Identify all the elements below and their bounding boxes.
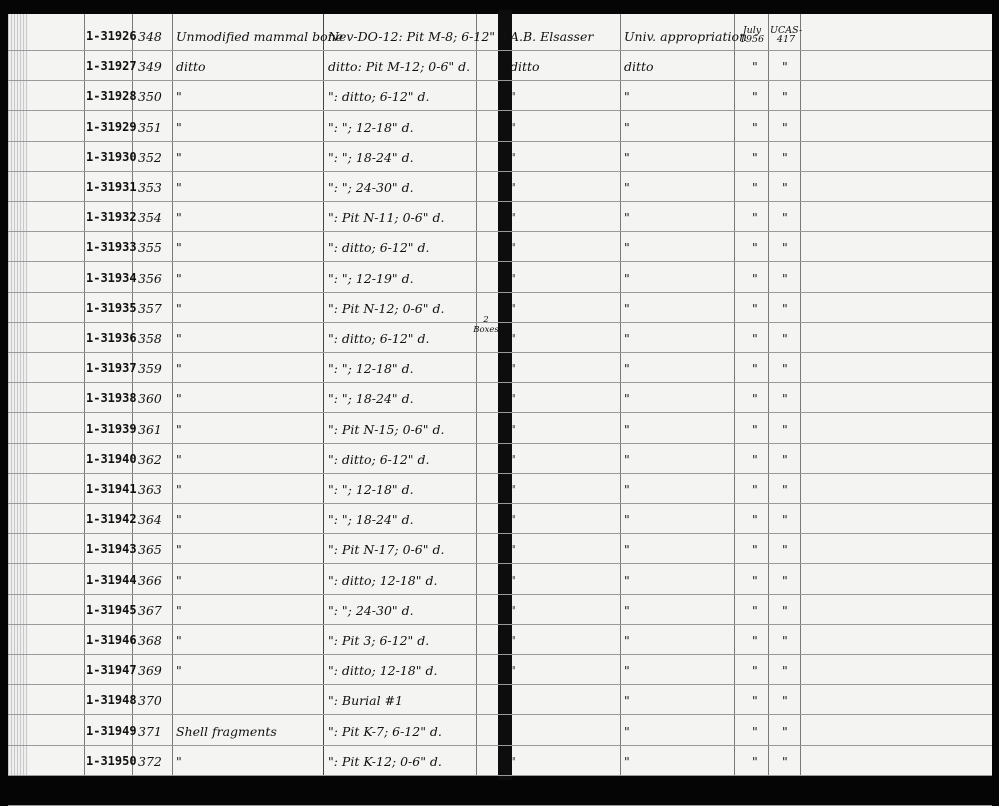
date-header: July 1956	[739, 25, 765, 45]
acquisition: "	[624, 663, 630, 679]
accession-number: 348	[138, 29, 162, 44]
catalog-number: 1-31932	[86, 210, 137, 225]
date-received: "	[752, 693, 758, 709]
date-received: "	[752, 542, 758, 558]
accession-number: 372	[138, 753, 162, 769]
ledger-row	[0, 301, 999, 331]
collector: "	[510, 482, 516, 497]
acquisition: "	[624, 482, 630, 497]
ucas-number: "	[782, 663, 788, 679]
ucas-number: "	[782, 331, 788, 346]
ucas-number: "	[782, 210, 788, 226]
provenience: ": Pit 3; 6-12" d.	[328, 633, 430, 648]
date-received: "	[752, 572, 758, 588]
description: ditto	[176, 59, 206, 75]
accession-number: 365	[138, 542, 162, 558]
accession-number: 353	[138, 180, 162, 195]
date-received: "	[752, 753, 758, 769]
collector: "	[510, 633, 516, 648]
ucas-number: "	[782, 361, 788, 377]
ledger-row	[0, 724, 999, 754]
catalog-number: 1-31926	[86, 29, 137, 43]
catalog-number: 1-31941	[86, 482, 137, 496]
acquisition: Univ. appropriation	[624, 29, 748, 44]
provenience: ": ditto; 12-18" d.	[328, 663, 438, 679]
ledger-row	[0, 180, 999, 210]
catalog-number: 1-31940	[86, 451, 137, 466]
acquisition: "	[624, 633, 630, 648]
accession-number: 360	[138, 391, 162, 407]
catalog-number: 1-31937	[86, 361, 137, 376]
accession-number: 362	[138, 451, 162, 467]
provenience: ": "; 12-18" d.	[328, 482, 414, 497]
description: "	[176, 663, 182, 679]
provenience: ": "; 12-18" d.	[328, 119, 414, 135]
provenience: ": "; 18-24" d.	[328, 391, 414, 407]
ledger-row	[0, 754, 999, 784]
ledger-row	[0, 512, 999, 542]
description: "	[176, 361, 182, 377]
ucas-number: "	[782, 270, 788, 286]
ledger-row	[0, 603, 999, 633]
description: "	[176, 512, 182, 528]
collector: "	[510, 240, 516, 256]
acquisition: "	[624, 210, 630, 226]
provenience: ": Pit K-7; 6-12" d.	[328, 723, 442, 739]
description: "	[176, 391, 182, 407]
ledger-row	[0, 210, 999, 240]
acquisition: "	[624, 89, 630, 105]
collector: "	[510, 753, 516, 769]
date-received: "	[752, 451, 758, 467]
description: "	[176, 119, 182, 135]
catalog-number: 1-31935	[86, 300, 137, 315]
provenience: ": ditto; 6-12" d.	[328, 451, 430, 467]
acquisition: "	[624, 693, 630, 709]
accession-number: 370	[138, 693, 162, 709]
ucas-number: "	[782, 572, 788, 588]
provenience: ": ditto; 12-18" d.	[328, 572, 438, 588]
date-received: "	[752, 361, 758, 377]
date-received: "	[752, 512, 758, 528]
ucas-number: "	[782, 693, 788, 709]
description: Shell fragments	[176, 723, 277, 739]
accession-number: 358	[138, 331, 162, 346]
provenience: ditto: Pit M-12; 0-6" d.	[328, 59, 471, 75]
accession-number: 371	[138, 723, 162, 739]
provenience: ": Pit N-15; 0-6" d.	[328, 421, 445, 437]
description: Unmodified mammal bone	[176, 29, 344, 44]
ledger-row	[0, 150, 999, 180]
catalog-number: 1-31948	[86, 693, 137, 708]
acquisition: "	[624, 753, 630, 769]
acquisition: "	[624, 240, 630, 256]
ucas-header: UCAS- 417	[770, 25, 803, 45]
description: "	[176, 180, 182, 195]
provenience: ": "; 12-19" d.	[328, 270, 414, 286]
catalog-number: 1-31949	[86, 723, 137, 738]
description: "	[176, 633, 182, 648]
collector: "	[510, 451, 516, 467]
collector: "	[510, 210, 516, 226]
collector: "	[510, 270, 516, 286]
acquisition: ditto	[624, 59, 654, 75]
provenience: ": ditto; 6-12" d.	[328, 89, 430, 105]
date-received: "	[752, 633, 758, 648]
accession-number: 355	[138, 240, 162, 256]
date-received: "	[752, 602, 758, 618]
date-received: "	[752, 723, 758, 739]
catalog-number: 1-31947	[86, 663, 137, 678]
ucas-number: "	[782, 602, 788, 618]
date-received: "	[752, 240, 758, 256]
provenience: ": Burial #1	[328, 693, 403, 709]
ucas-number: "	[782, 753, 788, 769]
date-received: "	[752, 270, 758, 286]
acquisition: "	[624, 512, 630, 528]
catalog-number: 1-31945	[86, 602, 137, 617]
ucas-number: "	[782, 119, 788, 135]
date-received: "	[752, 331, 758, 346]
catalog-number: 1-31929	[86, 119, 137, 134]
accession-number: 361	[138, 421, 162, 437]
ledger-row	[0, 59, 999, 89]
description: "	[176, 572, 182, 588]
acquisition: "	[624, 180, 630, 195]
provenience: ": ditto; 6-12" d.	[328, 331, 430, 346]
acquisition: "	[624, 270, 630, 286]
catalog-number: 1-31934	[86, 270, 137, 285]
collector: "	[510, 391, 516, 407]
provenience: ": Pit N-12; 0-6" d.	[328, 300, 445, 316]
ledger-row	[0, 633, 999, 663]
provenience: ": Pit K-12; 0-6" d.	[328, 753, 442, 769]
collector: "	[510, 572, 516, 588]
date-received: "	[752, 210, 758, 226]
ucas-number: "	[782, 482, 788, 497]
ucas-number: "	[782, 512, 788, 528]
date-received: "	[752, 300, 758, 316]
collector: "	[510, 663, 516, 679]
collector: "	[510, 300, 516, 316]
date-received: "	[752, 180, 758, 195]
catalog-number: 1-31950	[86, 753, 137, 768]
acquisition: "	[624, 300, 630, 316]
provenience: ": "; 24-30" d.	[328, 180, 414, 195]
ucas-number: "	[782, 180, 788, 195]
provenience: ": Pit N-17; 0-6" d.	[328, 542, 445, 558]
catalog-number: 1-31944	[86, 572, 137, 587]
description: "	[176, 602, 182, 618]
acquisition: "	[624, 451, 630, 467]
description: "	[176, 149, 182, 165]
acquisition: "	[624, 542, 630, 558]
ledger-row	[0, 271, 999, 301]
description: "	[176, 89, 182, 105]
collector: ditto	[510, 59, 540, 75]
ledger-row	[0, 331, 999, 361]
catalog-number: 1-31936	[86, 331, 137, 345]
ledger-row	[0, 482, 999, 512]
catalog-number: 1-31931	[86, 180, 137, 194]
provenience: ": ditto; 6-12" d.	[328, 240, 430, 256]
description: "	[176, 753, 182, 769]
accession-number: 354	[138, 210, 162, 226]
catalog-number: 1-31933	[86, 240, 137, 255]
accession-number: 359	[138, 361, 162, 377]
ucas-number: "	[782, 451, 788, 467]
date-received: "	[752, 391, 758, 407]
accession-number: 364	[138, 512, 162, 528]
collector: "	[510, 149, 516, 165]
ledger-row	[0, 542, 999, 572]
ledger-row	[0, 120, 999, 150]
boxes-note: 2 Boxes	[473, 315, 499, 335]
provenience: ": "; 18-24" d.	[328, 512, 414, 528]
acquisition: "	[624, 391, 630, 407]
acquisition: "	[624, 421, 630, 437]
ledger-row	[0, 391, 999, 421]
collector: "	[510, 331, 516, 346]
accession-number: 367	[138, 602, 162, 618]
ucas-number: "	[782, 59, 788, 75]
description: "	[176, 421, 182, 437]
ledger-row	[0, 240, 999, 270]
provenience: Nev-DO-12: Pit M-8; 6-12" d.	[328, 29, 512, 44]
accession-number: 357	[138, 300, 162, 316]
description: "	[176, 270, 182, 286]
description: "	[176, 300, 182, 316]
acquisition: "	[624, 361, 630, 377]
collector: "	[510, 180, 516, 195]
ucas-number: "	[782, 421, 788, 437]
ledger-row	[0, 573, 999, 603]
catalog-number: 1-31930	[86, 149, 137, 164]
accession-number: 368	[138, 633, 162, 648]
ucas-number: "	[782, 633, 788, 648]
ledger-row	[0, 361, 999, 391]
catalog-number: 1-31938	[86, 391, 137, 406]
ucas-number: "	[782, 542, 788, 558]
accession-number: 366	[138, 572, 162, 588]
collector: "	[510, 542, 516, 558]
date-received: "	[752, 119, 758, 135]
description: "	[176, 542, 182, 558]
ucas-number: "	[782, 240, 788, 256]
acquisition: "	[624, 119, 630, 135]
ledger-row	[0, 663, 999, 693]
ucas-number: "	[782, 149, 788, 165]
date-received: "	[752, 421, 758, 437]
date-received: "	[752, 59, 758, 75]
accession-number: 351	[138, 119, 162, 135]
description: "	[176, 451, 182, 467]
acquisition: "	[624, 572, 630, 588]
ucas-number: "	[782, 89, 788, 105]
date-received: "	[752, 89, 758, 105]
catalog-number: 1-31939	[86, 421, 137, 436]
catalog-number: 1-31942	[86, 512, 137, 527]
collector: "	[510, 119, 516, 135]
accession-number: 356	[138, 270, 162, 286]
description: "	[176, 240, 182, 256]
date-received: "	[752, 663, 758, 679]
provenience: ": Pit N-11; 0-6" d.	[328, 210, 445, 226]
ucas-number: "	[782, 300, 788, 316]
collector: "	[510, 512, 516, 528]
collector: "	[510, 421, 516, 437]
date-received: "	[752, 149, 758, 165]
ledger-row	[0, 452, 999, 482]
catalog-number: 1-31927	[86, 59, 137, 74]
provenience: ": "; 24-30" d.	[328, 602, 414, 618]
accession-number: 363	[138, 482, 162, 497]
collector: "	[510, 361, 516, 377]
ucas-number: "	[782, 391, 788, 407]
ucas-number: "	[782, 723, 788, 739]
catalog-number: 1-31928	[86, 89, 137, 104]
accession-number: 349	[138, 59, 162, 75]
accession-number: 352	[138, 149, 162, 165]
provenience: ": "; 18-24" d.	[328, 149, 414, 165]
catalog-number: 1-31943	[86, 542, 137, 557]
ledger-row	[0, 422, 999, 452]
ledger-row	[0, 693, 999, 723]
accession-number: 350	[138, 89, 162, 105]
ledger-row	[0, 89, 999, 119]
description: "	[176, 482, 182, 497]
provenience: ": "; 12-18" d.	[328, 361, 414, 377]
collector: "	[510, 602, 516, 618]
description: "	[176, 331, 182, 346]
description: "	[176, 210, 182, 226]
catalog-number: 1-31946	[86, 633, 137, 647]
accession-number: 369	[138, 663, 162, 679]
collector: "	[510, 89, 516, 105]
acquisition: "	[624, 149, 630, 165]
acquisition: "	[624, 331, 630, 346]
date-received: "	[752, 482, 758, 497]
collector: A.B. Elsasser	[510, 29, 594, 44]
acquisition: "	[624, 723, 630, 739]
acquisition: "	[624, 602, 630, 618]
ledger-row	[0, 29, 999, 59]
